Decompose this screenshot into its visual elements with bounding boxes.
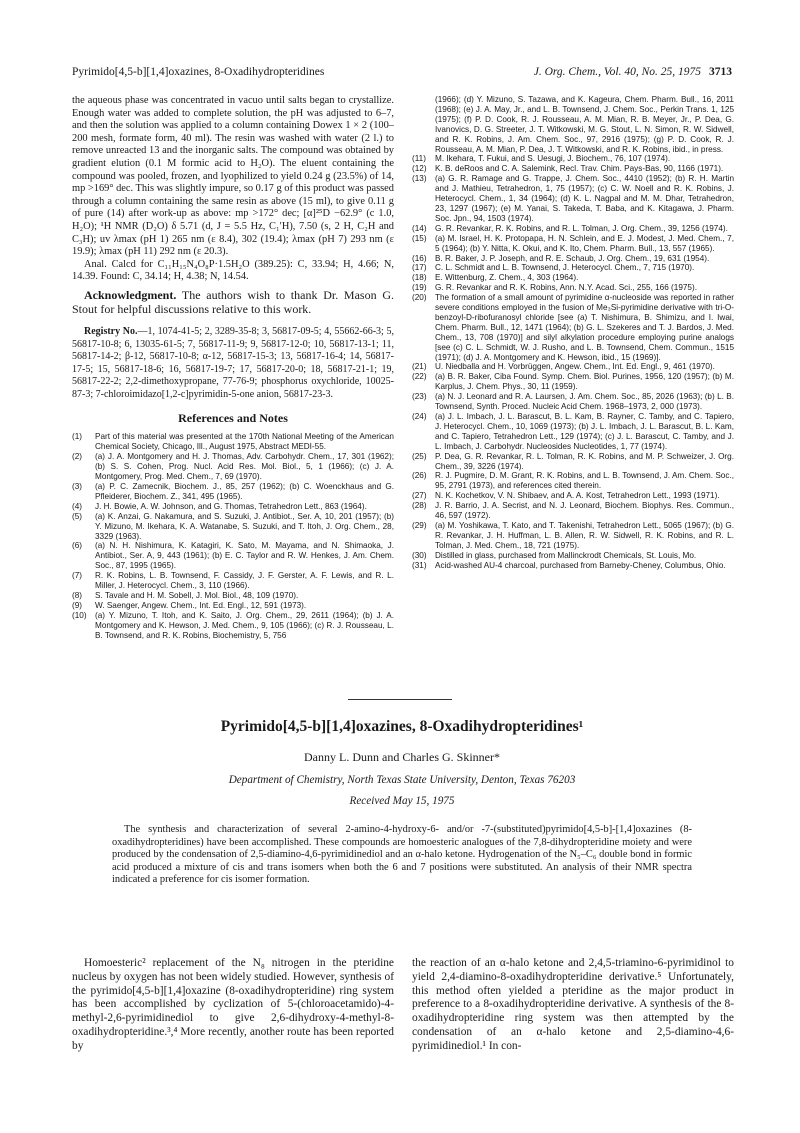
reference-number: (13) <box>412 174 427 184</box>
right-column <box>412 95 734 571</box>
reference-item <box>412 224 734 234</box>
reference-number: (18) <box>412 273 427 283</box>
reference-text: W. Saenger, Angew. Chem., Int. Ed. Engl., 12, 591 (1973). <box>95 600 307 610</box>
reference-text: (1966); (d) Y. Mizuno, S. Tazawa, and K. Kageura, Chem. Pharm. Bull., 16, 2011 (1968); (e) J. A. May, Jr., and L. B. Townsend, J. Chem. Soc., Perkin Trans. 1, 125 (1975); (f) P. D. Cook, R. J. Rousseau, A. M. Mian, R. B. Meyer, Jr., P. Dea, G. Ivanovics, D. G. Streeter, J. T. Witkowski, M. G. Stout, L. N. Simon, R. W. Sidwell, and R. K. Robins, J. Am. Chem. Soc., 97, 2916 (1975); (g) P. D. Cook, R. J. Rousseau, A. M. Mian, P. Dea, J. T. Witkowski, and R. K. Robins, ibid., in press. <box>435 95 734 154</box>
reference-item <box>412 551 734 561</box>
reference-item <box>72 452 394 482</box>
left-column <box>72 95 394 641</box>
reference-item <box>412 154 734 164</box>
reference-number: (30) <box>412 550 427 560</box>
reference-number: (21) <box>412 362 427 372</box>
reference-number: (22) <box>412 372 427 382</box>
reference-text: M. Ikehara, T. Fukui, and S. Uesugi, J. Biochem., 76, 107 (1974). <box>435 154 671 164</box>
article-authors: Danny L. Dunn and Charles G. Skinner* <box>304 750 500 764</box>
reference-item <box>412 95 734 154</box>
reference-text: Acid-washed AU-4 charcoal, purchased from Barneby-Cheney, Columbus, Ohio. <box>435 560 726 570</box>
reference-number: (2) <box>72 452 83 462</box>
reference-item <box>72 591 394 601</box>
reference-text: J. R. Barrio, J. A. Secrist, and N. J. Leonard, Biochem. Biophys. Res. Commun., 46, 597 (1972). <box>435 501 734 521</box>
author-affiliation: Department of Chemistry, North Texas State University, Denton, Texas 76203 <box>228 774 576 786</box>
reference-number: (19) <box>412 283 427 293</box>
reference-text: R. J. Pugmire, D. M. Grant, R. K. Robins, and L. B. Townsend, J. Am. Chem. Soc., 95, 2791 (1973), and references cited therein. <box>435 471 734 491</box>
running-header <box>72 66 732 82</box>
reference-number: (16) <box>412 253 427 263</box>
reference-text: (a) P. C. Zamecnik, Biochem. J., 85, 257 (1962); (b) C. Woenckhaus and G. Pfleiderer, Biochem. Z., 341, 495 (1965). <box>95 482 394 501</box>
reference-item <box>412 501 734 521</box>
reference-text: Distilled in glass, purchased from Mallinckrodt Chemicals, St. Louis, Mo. <box>435 550 697 560</box>
reference-number: (27) <box>412 491 427 501</box>
reference-item <box>72 611 394 641</box>
reference-item <box>412 471 734 491</box>
reference-item <box>412 234 734 254</box>
journal-name: J. Org. Chem., Vol. 40, No. 25, 1975 <box>533 66 701 78</box>
reference-item <box>412 561 734 571</box>
reference-number: (6) <box>72 541 83 551</box>
reference-item <box>412 263 734 273</box>
reference-number: (25) <box>412 451 427 461</box>
experimental-section <box>72 95 394 284</box>
received-date: Received May 15, 1975 <box>349 795 455 807</box>
reference-number: (14) <box>412 223 427 233</box>
reference-number: (11) <box>412 154 426 164</box>
reference-number: (29) <box>412 520 427 530</box>
references-heading: References and Notes <box>178 411 288 426</box>
reference-number: (4) <box>72 501 83 511</box>
reference-item <box>72 482 394 502</box>
registry-numbers <box>72 326 394 402</box>
reference-number: (23) <box>412 392 427 402</box>
reference-number: (10) <box>72 610 87 620</box>
reference-number: (12) <box>412 164 427 174</box>
reference-item <box>72 502 394 512</box>
intro-paragraph-right: the reaction of an α-halo ketone and 2,4,5-triamino-6-pyrimidinol to yield 2,4-diamino-8-oxadihydropteridine derivative.⁵ Unfortunately, this method often yielded a pteridine as the major product in preference to a 8-oxadihydropteridine derivative. A synthesis of the 8-oxadihydropteridine ring system was then attempted by the condensation of an α-halo ketone and 2,5-diamino-4,6-pyrimidinediol.¹ In con- <box>412 957 734 1052</box>
reference-text: (a) N. H. Nishimura, K. Katagiri, K. Sato, M. Mayama, and N. Shimaoka, J. Antibiot., Ser. A, 9, 443 (1961); (b) E. C. Taylor and R. W. Henkes, J. Am. Chem. Soc., 87, 1995 (1965). <box>95 541 394 571</box>
reference-text: (a) M. Yoshikawa, T. Kato, and T. Takenishi, Tetrahedron Lett., 5065 (1967); (b) G. R. Revankar, J. H. Huffman, L. B. Allen, R. W. Sidwell, R. K. Robins, and R. L. Tolman, J. Med. Chem., 18, 721 (1975). <box>435 520 734 550</box>
reference-text: (a) N. J. Leonard and R. A. Laursen, J. Am. Chem. Soc., 85, 2026 (1963); (b) L. B. Townsend, Synth. Proced. Nucleic Acid Chem. 1968–1973, 2, 000 (1973). <box>435 392 734 412</box>
reference-item <box>412 254 734 264</box>
reference-number: (8) <box>72 590 83 600</box>
section-divider <box>348 699 452 700</box>
reference-text: G. R. Revankar and R. K. Robins, Ann. N.Y. Acad. Sci., 255, 166 (1975). <box>435 283 697 293</box>
reference-text: (a) M. Israel, H. K. Protopapa, H. N. Schlein, and E. J. Modest, J. Med. Chem., 7, 5 (1964); (b) Y. Nitta, K. Okui, and K. Ito, Chem. Pharm. Bull., 13, 557 (1965). <box>435 233 734 253</box>
reference-number: (3) <box>72 482 83 491</box>
reference-item <box>72 432 394 452</box>
reference-list-right <box>412 95 734 571</box>
reference-text: B. R. Baker, J. P. Joseph, and R. E. Schaub, J. Org. Chem., 19, 631 (1954). <box>435 253 710 263</box>
ack-text: The authors wish to thank Dr. Mason G. Stout for helpful discussions relative to this work. <box>72 287 394 316</box>
reference-text: The formation of a small amount of pyrimidine α-nucleoside was reported in rather severe conditions employed in the fusion of Me₃Si-pyrimidine derivative with tri-O-benzoyl-D-ribofuranosyl chloride [see (a) T. Nishimura, B. Shimizu, and I. Iwai, Chem. Pharm. Bull., 12, 1471 (1964); (b) G. L. Szekeres and T. J. Bardos, J. Med. Chem., 13, 708 (1970)] and silyl alkylation procedure employing purine analogs [see (c) C. L. Schmidt, W. J. Rusho, and L. B. Townsend, Chem. Commun., 1515 (1971); (d) J. A. Montgomery and K. Hewson, ibid., 15 (1969)]. <box>435 293 734 362</box>
reference-text: G. R. Revankar, R. K. Robins, and R. L. Tolman, J. Org. Chem., 39, 1256 (1974). <box>435 223 728 233</box>
intro-paragraph-left: Homoesteric² replacement of the N₈ nitrogen in the pteridine nucleus by oxygen has not been widely studied. However, synthesis of the pyrimido[4,5-b][1,4]oxazine (8-oxadihydropteridine) ring system has been accomplished by cyclization of 5-(chloroacetamido)-4-methyl-2,6-pyrimidinediol to give 2,6-dihydroxy-4-methyl-8-oxadihydropteridine.³,⁴ More recently, another route has been reported by <box>72 957 394 1052</box>
reference-item <box>412 452 734 472</box>
reference-item <box>72 541 394 571</box>
reference-text: S. Tavale and H. M. Sobell, J. Mol. Biol., 48, 109 (1970). <box>95 590 299 600</box>
journal-citation <box>534 66 732 78</box>
reference-number: (28) <box>412 501 427 511</box>
reference-item <box>412 372 734 392</box>
reference-item <box>412 362 734 372</box>
reference-item <box>412 491 734 501</box>
reference-text: (a) B. R. Baker, Ciba Found. Symp. Chem. Biol. Purines, 1956, 120 (1957); (b) M. Karplus, J. Chem. Phys., 30, 11 (1959). <box>435 372 734 392</box>
experimental-paragraph: the aqueous phase was concentrated in vacuo until salts began to crystallize. Enough water was added to complete solution, the pH was adjusted to 6–7, and then the solution was applied to a column containing Dowex 1 × 2 (100–200 mesh, formate form, 40 ml). The resin was washed with water (2 l.) to remove unreacted 13 and the inorganic salts. The compound was obtained by gradient elution (0.1 M formic acid to H₂O). The eluent containing the compound was pooled, frozen, and lyophilized to yield 0.24 g (23.5%) of 14, mp >169° dec. This was slightly impure, so 0.17 g of this product was passed through a column containing the same resin as above (15 ml), to give 0.11 g of pure (14) after work-up as above: mp >172° dec; [α]²⁵D −62.9° (c 1.0, H₂O); ¹H NMR (D₂O) δ 5.71 (d, J = 5.5 Hz, C₁′H), 7.50 (s, 2 H, C₂H and C₃H); uv λmax (pH 1) 265 nm (ε 8.4), 302 (19.4); λmax (pH 7) 293 nm (ε 19.9); λmax (pH 11) 292 nm (ε 20.3). <box>72 95 394 258</box>
reference-item <box>412 164 734 174</box>
reference-text: (a) K. Anzai, G. Nakamura, and S. Suzuki, J. Antibiot., Ser. A, 10, 201 (1957); (b) Y. Mizuno, M. Ikehara, K. A. Watanabe, S. Suzuki, and T. Itoh, J. Org. Chem., 28, 3329 (1963). <box>95 511 394 541</box>
reference-number: (31) <box>412 560 427 570</box>
acknowledgment <box>72 288 394 316</box>
reference-item <box>412 521 734 551</box>
reference-item <box>72 601 394 611</box>
reference-number: (7) <box>72 571 83 581</box>
reference-item <box>412 392 734 412</box>
reference-text: U. Niedballa and H. Vorbrüggen, Angew. Chem., Int. Ed. Engl., 9, 461 (1970). <box>435 362 715 372</box>
reference-item <box>412 412 734 452</box>
reference-text: (a) Y. Mizuno, T. Itoh, and K. Saito, J. Org. Chem., 29, 2611 (1964); (b) J. A. Montgomery and K. Hewson, J. Med. Chem., 9, 105 (1966); (c) R. J. Rousseau, L. B. Townsend, and R. K. Robins, Biochemistry, 5, 756 <box>95 610 394 640</box>
reference-item <box>412 174 734 224</box>
page-number: 3713 <box>709 66 732 78</box>
reference-item <box>72 571 394 591</box>
reference-text: R. K. Robins, L. B. Townsend, F. Cassidy, J. F. Gerster, A. F. Lewis, and R. L. Miller, J. Heterocycl. Chem., 3, 110 (1966). <box>95 571 394 591</box>
reference-number: (1) <box>72 432 83 442</box>
reference-text: E. Wittenburg, Z. Chem., 4, 303 (1964). <box>435 273 579 283</box>
reference-text: J. H. Bowie, A. W. Johnson, and G. Thomas, Tetrahedron Lett., 863 (1964). <box>95 501 367 511</box>
reference-item <box>412 293 734 362</box>
reference-text: (a) G. R. Ramage and G. Trappe, J. Chem. Soc., 4410 (1952); (b) R. H. Martin and J. Mathieu, Tetrahedron, 1, 75 (1957); (c) C. W. Noell and R. K. Robins, J. Heterocycl. Chem., 1, 34 (1964); (d) K. L. Nagpal and M. M. Dhar, Tetrahedron, 23, 1297 (1967); (e) M. Yanai, S. Takeda, T. Baba, and K. Kitagawa, J. Pharm. Soc. Jpn., 94, 1503 (1974). <box>435 174 734 223</box>
reference-item <box>412 283 734 293</box>
ack-label: Acknowledgment. <box>84 287 177 302</box>
reference-item <box>72 512 394 542</box>
running-title: Pyrimido[4,5-b][1,4]oxazines, 8-Oxadihydropteridines <box>72 66 325 78</box>
reference-text: C. L. Schmidt and L. B. Townsend, J. Heterocycl. Chem., 7, 715 (1970). <box>435 263 695 273</box>
reference-number: (9) <box>72 600 83 610</box>
reference-number: (20) <box>412 293 427 303</box>
reference-text: (a) J. A. Montgomery and H. J. Thomas, Adv. Carbohydr. Chem., 17, 301 (1962); (b) S. S. Cohen, Prog. Nucl. Acid Res. Mol. Biol., 5, 1 (1966); (c) J. A. Montgomery, Prog. Med. Chem., 7, 69 (1970). <box>95 452 394 482</box>
reference-number: (24) <box>412 412 427 421</box>
registry-text: —1, 1074-41-5; 2, 3289-35-8; 3, 56817-09-5; 4, 55662-66-3; 5, 56817-10-8; 6, 13035-61-5; 7, 56817-11-9; 9, 56817-12-0; 10, 56817-13-1; 11, 56817-14-2; β-12, 56817-10-8; α-12, 56817-15-3; 13, 56817-16-4; 14, 56817-17-5; 15, 56817-18-6; 16, 56817-19-7; 17, 56817-20-0; 18, 56817-21-1; 19, 56817-22-2; 2,2-dimethoxypropane, 77-76-9; phosphorus oxychloride, 10025-87-3; 7-chloroimidazo[1,2-c]pyrimidin-5-one anion, 56817-23-3. <box>72 325 394 400</box>
reference-list-left <box>72 432 394 640</box>
abstract: The synthesis and characterization of several 2-amino-4-hydroxy-6- and/or -7-(substituted)pyrimido[4,5-b]-[1,4]oxazines (8-oxadihydropteridines) have been accomplished. These compounds are homoesteric analogues of the 7,8-dihydropteridine moiety and were produced by the condensation of 2,5-diamino-4,6-pyrimidinediol and an α-halo ketone. Hydrogenation of the N₅–C₆ double bond in formic acid produced a mixture of cis and trans isomers when both the 6 and 7 positions were substituted. An analysis of their NMR spectra indicated a preference for cis isomer formation. <box>112 824 692 886</box>
reference-number: (5) <box>72 511 83 521</box>
article-title: Pyrimido[4,5-b][1,4]oxazines, 8-Oxadihydropteridines¹ <box>220 718 584 735</box>
reference-text: Part of this material was presented at the 170th National Meeting of the American Chemical Society, Chicago, Ill., August 1975, Abstract MEDI-55. <box>95 432 394 452</box>
reference-text: P. Dea, G. R. Revankar, R. L. Tolman, R. K. Robins, and M. P. Schweizer, J. Org. Chem., 39, 3226 (1974). <box>435 451 734 471</box>
reference-number: (15) <box>412 233 427 243</box>
analysis-paragraph: Anal. Calcd for C₁₁H₁₅N₄O₈P·1.5H₂O (389.25): C, 33.94; H, 4.66; N, 14.39. Found: C, 34.14; H, 4.38; N, 14.54. <box>72 258 394 283</box>
registry-label: Registry No. <box>84 325 138 337</box>
reference-number: (26) <box>412 471 427 481</box>
reference-text: (a) J. L. Imbach, J. L. Barascut, B. L. Kam, B. Rayner, C. Tamby, and C. Tapiero, J. Heterocycl. Chem., 10, 1069 (1973); (b) J. L. Imbach, J. L. Barascut, B. L. Kam, and C. Tapiero, Tetrahedron Lett., 129 (1974); (c) J. L. Barascut, C. Tamby, and J. L. Imbach, J. Carbohydr. Nucleosides Nucleotides, 1, 77 (1974). <box>435 412 734 451</box>
reference-item <box>412 273 734 283</box>
reference-number: (17) <box>412 263 427 273</box>
reference-text: N. K. Kochetkov, V. N. Shibaev, and A. A. Kost, Tetrahedron Lett., 1993 (1971). <box>435 491 720 501</box>
reference-text: K. B. deRoos and C. A. Salemink, Recl. Trav. Chim. Pays-Bas, 90, 1166 (1971). <box>435 164 724 174</box>
